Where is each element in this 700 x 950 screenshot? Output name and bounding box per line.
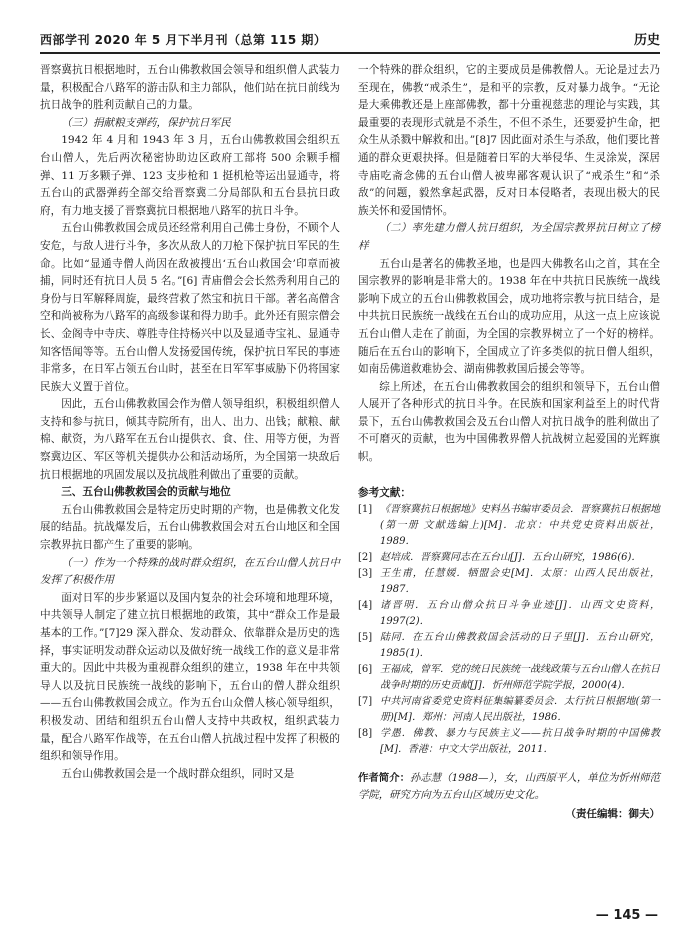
left-column [40, 62, 340, 783]
header-rule [40, 52, 660, 54]
reference-text: 赵培成．晋察冀同志在五台山[J]．五台山研究，1986(6)． [380, 552, 642, 564]
reference-number: [4] [358, 600, 373, 612]
reference-number: [1] [358, 504, 373, 516]
paragraph: 一个特殊的群众组织，它的主要成员是佛教僧人。无论是过去乃至现在，佛教“戒杀生”，是和平的宗教，反对暴力战争。“无论是大乘佛教还是上座部佛教，都十分重视慈悲的理论与实践，其最重要的表现形式就是不杀生，不但不杀生，还要爱护生命，把众生从杀戮中解救和出。”[8]7 因此面对杀生与杀敌，他们要比普通的群众更艰抉择。但是随着日军的大举侵华、生灵涂炭，深居寺庙吃斋念佛的五台山僧人被卑鄙客观认识了“戒杀生”和“杀敌”的问题，毅然拿起武器，反对日本侵略者，表现出极大的民族关怀和爱国情怀。 [358, 64, 660, 217]
reference-item [358, 566, 660, 598]
section-heading: （二）率先建力僧人抗日组织，为全国宗教界抗日树立了榜样 [358, 222, 660, 252]
reference-number: [5] [358, 632, 373, 644]
reference-text: 王生甫，任慧媛．牺盟会史[M]．太原：山西人民出版社，1987． [380, 568, 660, 596]
paragraph: 面对日军的步步紧逼以及国内复杂的社会环境和地理环境，中共领导人制定了建立抗日根据地的政策，其中“群众工作是最基本的工作。”[7]29 深入群众、发动群众、依靠群众是历史的选择，事实证明发动群众运动以及做好统一战线工作的意义是非常重大的。因此中共极为重视群众组织的建立，1938 年在中共领导人以及抗日民族统一战线的影响下，五台山的僧人群众组织——五台山佛教救国会成立。作为五台山众僧人核心领导组织，积极发动、团结和组织五台山僧人支持中共政权，组织武装力量，配合八路军作战等，在五台山僧人抗战过程中发挥了积极的组织和领导作用。 [40, 591, 340, 763]
section-heading: 三、五台山佛教救国会的贡献与地位 [61, 486, 231, 499]
reference-item [358, 550, 660, 566]
reference-text: 王福成，曾军．党的统日民族统一战线政策与五台山僧人在抗日战争时期的历史贡献[J]．忻州师范学院学报，2000(4)． [380, 664, 660, 692]
reference-text: 陆同．在五台山佛教救国会活动的日子里[J]．五台山研究，1985(1)． [380, 632, 660, 660]
reference-item [358, 662, 660, 694]
right-column [358, 62, 660, 824]
reference-item [358, 502, 660, 550]
paragraph: 1942 年 4 月和 1943 年 3 月，五台山佛教救国会组织五台山僧人，先后两次秘密协助边区政府工部将 500 余颗手榴弹、11 万多颗子弹、123 支步枪和 1 挺机枪等运出显通寺，将五台山的武器弹药全部交给晋察冀二分局部队和五台县抗日政府，有力地支援了晋察冀抗日根据地八路军的抗日斗争。 [40, 134, 340, 217]
reference-text: 学愚．佛教、暴力与民族主义——抗日战争时期的中国佛教[M]．香港：中文大学出版社，2011． [380, 728, 660, 756]
section-heading: （三）捐献粮支弹药，保护抗日军民 [61, 116, 231, 129]
reference-number: [7] [358, 696, 373, 708]
paragraph: 因此，五台山佛教救国会作为僧人领导组织，积极组织僧人支持和参与抗日，倾其寺院所有，出人、出力、出钱；献粮、献棉、献资，为八路军在五台山提供衣、食、住、用等方便，为晋察冀边区、军区等机关提供办公和活动场所，为全国第一块敌后抗日根据地的巩固发展以及抗战胜利做出了重要的贡献。 [40, 398, 340, 481]
running-header [40, 26, 660, 48]
paragraph: 五台山是著名的佛教圣地，也是四大佛教名山之首，其在全国宗教界的影响是非常大的。1938 年在中共抗日民族统一战线影响下成立的五台山佛教救国会，成功地将宗教与抗日结合，是中共抗日民族统一战线在五台山的成功应用，从这一点上应该说五台山僧人走在了前面，为全国的宗教界树立了一个好的榜样。随后在五台山的影响下，全国成立了许多类似的抗日僧人组织，如南岳佛道救难协会、湖南佛教救国后援会等等。 [358, 257, 660, 376]
paragraph: 综上所述，在五台山佛教救国会的组织和领导下，五台山僧人展开了各种形式的抗日斗争。在民族和国家利益至上的时代背景下，五台山佛教救国会及五台山僧人对抗日战争的胜利做出了不可磨灭的贡献，也为中国佛教界僧人抗战树立起爱国的光辉旗帜。 [358, 380, 660, 464]
reference-item [358, 726, 660, 758]
reference-number: [3] [358, 568, 373, 580]
references-title: 参考文献： [358, 486, 411, 499]
reference-number: [2] [358, 552, 373, 564]
reference-text: 《晋察冀抗日根据地》史料丛书编审委员会．晋察冀抗日根据地(第一册 文献选编上)[M]．北京：中共党史资料出版社，1989． [380, 504, 660, 548]
reference-item [358, 598, 660, 630]
reference-item [358, 630, 660, 662]
reference-text: 中共河南省委党史资料征集编纂委员会．太行抗日根据地(第一册)[M]．郑州：河南人民出版社，1986． [380, 696, 660, 724]
author-label: 作者简介： [358, 772, 410, 785]
reference-number: [6] [358, 664, 373, 676]
author-bio [358, 770, 660, 804]
journal-info: 西部学刊 2020 年 5 月下半月刊（总第 115 期） [40, 33, 327, 47]
section-heading: （一）作为一个特殊的战时群众组织，在五台山僧人抗日中发挥了积极作用 [40, 556, 340, 587]
reference-item [358, 694, 660, 726]
section-name: 历史 [633, 33, 660, 48]
right-body [358, 62, 660, 467]
page-number: — 145 — [595, 908, 658, 923]
paragraph: 五台山佛教救国会成员还经常利用自己佛士身份，不顾个人安危，与敌人进行斗争，多次从敌人的刀枪下保护抗日军民的生命。比如“显通寺僧人尚因在敌被搜出‘五台山救国会’印章而被捕，同时还有抗日人员 5 名。”[6] 青庙僧会会长然秀利用自己的身份与日军解释周旋，最终营救了然宝和抗日干部。著名高僧含空和尚被称为八路军的高级参谋和得力助手。此外还有照宗僧会长、金阁寺中寺庆、尊胜寺住持杨兴中以及显通寺宝礼、显通寺知客悟闻等等。五台山僧人发扬爱国传统，保护抗日军民的事迹非常多，在日军占领五台山时，甚至在日军军事威胁下仍将国家民族大义置于首位。 [40, 222, 340, 393]
paragraph: 五台山佛教救国会是一个战时群众组织，同时又是 [61, 767, 295, 780]
author-text: 孙志慧（1988—），女，山西原平人，单位为忻州师范学院，研究方向为五台山区域历史文化。 [358, 772, 660, 802]
references-list [358, 502, 660, 758]
reference-text: 诸晋明．五台山僧众抗日斗争业迹[J]．山西文史资料，1997(2)． [380, 600, 660, 628]
reference-number: [8] [358, 728, 373, 740]
responsible-editor: （责任编辑：御夫） [565, 808, 660, 821]
paragraph: 晋察冀抗日根据地时，五台山佛教救国会领导和组织僧人武装力量，积极配合八路军的游击队和主力部队，他们站在抗日前线为抗日战争的胜利贡献自己的力量。 [40, 64, 340, 112]
paragraph: 五台山佛教救国会是特定历史时期的产物，也是佛教文化发展的结晶。抗战爆发后，五台山佛教救国会对五台山地区和全国宗教界抗日都产生了重要的影响。 [40, 503, 340, 552]
